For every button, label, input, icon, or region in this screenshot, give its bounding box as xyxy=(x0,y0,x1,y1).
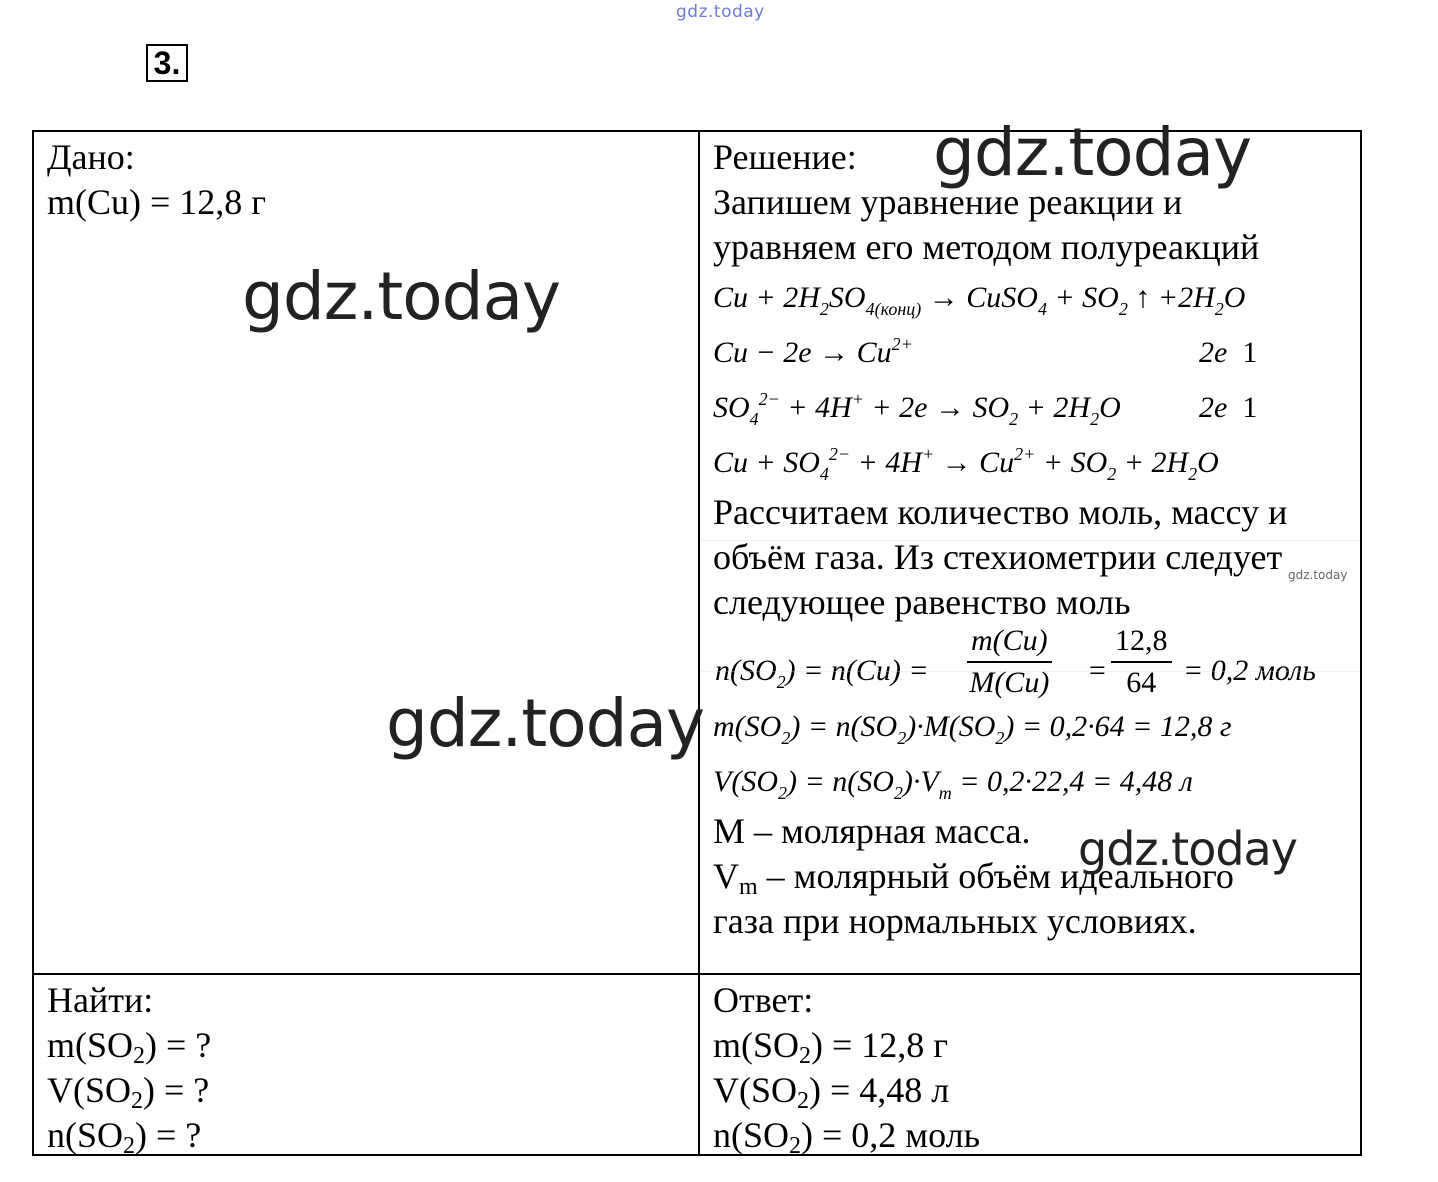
answer-line: $m(SO_2) = 12,8$ г xyxy=(713,1025,949,1069)
half-reaction-reduction: $SO_4^{2-} + 4H^+ + 2e \to SO_2 + 2H_2O$ 2e 1 xyxy=(713,389,1258,429)
faded-overlay xyxy=(700,540,1360,672)
watermark: gdz.today xyxy=(933,114,1252,191)
given-line: m(Cu) = 12,8 г xyxy=(47,182,267,222)
answer-heading: Ответ: xyxy=(713,980,814,1020)
half-reaction-oxidation: $Cu - 2e \to Cu^{2+}$ 2e 1 xyxy=(713,334,1258,369)
watermark: gdz.today xyxy=(1288,568,1348,582)
gas-arrow-icon: ↑ xyxy=(1127,281,1151,314)
find-line: $m(SO_2)$ = ? xyxy=(47,1025,212,1069)
moles-equation: $n(SO_2) = n(Cu)$ = $\frac{m(Cu)}{M(Cu)}$ = $\frac{12,8}{64}$ = 0,2 моль xyxy=(713,625,1287,699)
find-line: $V(SO_2)$ = ? xyxy=(47,1070,210,1114)
note-line: газа при нормальных условиях. xyxy=(713,901,1197,941)
mass-equation: $m(SO_2) = n(SO_2)\cdot M(SO_2) = 0,2\cdot 64 = 12,8$ г xyxy=(713,710,1232,748)
electron-count: 2e xyxy=(1199,391,1228,424)
find-line: $n(SO_2)$ = ? xyxy=(47,1115,202,1159)
coefficient: 1 xyxy=(1242,391,1258,424)
coefficient: 1 xyxy=(1242,336,1258,369)
volume-equation: $V(SO_2) = n(SO_2)\cdot V_m = 0,2\cdot 22,4 = 4,48$ л xyxy=(713,765,1193,803)
watermark: gdz.today xyxy=(386,685,705,762)
answer-cell xyxy=(713,978,980,1158)
notes xyxy=(713,809,1287,944)
row-divider xyxy=(34,973,1360,975)
reaction-equation: $Cu + 2H_2SO_{4(конц)}$ → CuSO$_4$ + $SO_2$ ↑ $+2H_2O$ xyxy=(713,281,1246,319)
fraction-mass-over-molar: $\frac{m(Cu)}{M(Cu)}$ xyxy=(967,621,1052,703)
ionic-equation: $Cu + SO_4^{2-} + 4H^+ \to Cu^{2+} + SO_2 + 2H_2O$ xyxy=(713,444,1219,484)
top-watermark: gdz.today xyxy=(676,2,765,22)
solution-intro-line: уравняем его методом полуреакций xyxy=(713,227,1260,267)
calc-text: Рассчитаем количество моль, массу и объём газа. Из стехиометрии следует следующее равенство моль xyxy=(713,492,1288,622)
answer-line: $n(SO_2) = 0,2$ моль xyxy=(713,1115,980,1159)
watermark: gdz.today xyxy=(242,258,561,335)
given-cell xyxy=(47,135,266,225)
solution-heading: Решение: xyxy=(713,137,857,177)
solution-intro-line: Запишем уравнение реакции и xyxy=(713,182,1183,222)
answer-line: $V(SO_2) = 4,48$ л xyxy=(713,1070,950,1114)
watermark: gdz.today xyxy=(1078,822,1297,876)
given-heading: Дано: xyxy=(47,137,135,177)
note-line: $V_m$ – молярный объём идеального xyxy=(713,856,1234,900)
electron-count: 2e xyxy=(1199,336,1228,369)
note-line: M – молярная масса. xyxy=(713,811,1031,851)
find-heading: Найти: xyxy=(47,980,154,1020)
task-number: 3. xyxy=(146,44,188,82)
fraction-values: $\frac{12,8}{64}$ xyxy=(1111,621,1172,703)
find-cell xyxy=(47,978,211,1158)
